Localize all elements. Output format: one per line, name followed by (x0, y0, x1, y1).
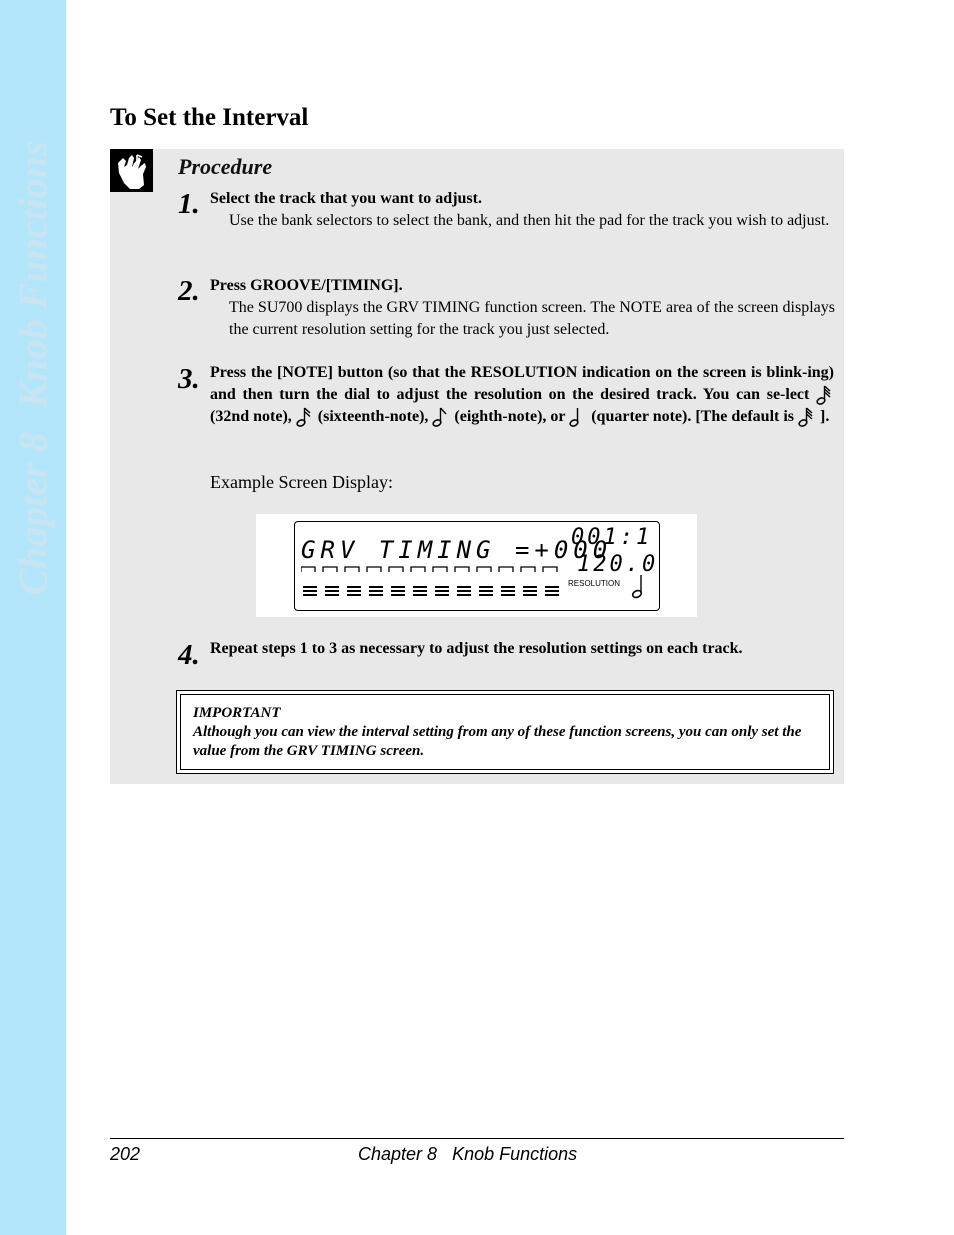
step-4-heading: Repeat steps 1 to 3 as necessary to adjust the resolution settings on each track. (210, 640, 743, 657)
lcd-example-panel (256, 514, 697, 617)
footer-rule (110, 1138, 844, 1139)
step-2-number: 2. (178, 275, 200, 307)
sixteenth-note-icon (296, 407, 314, 427)
default-note-icon (798, 407, 816, 427)
step-4-number: 4. (178, 639, 200, 671)
lcd-track-segments (301, 566, 563, 574)
step-3-text-f: ]. (820, 408, 830, 425)
thirty-second-note-icon (816, 385, 834, 405)
lcd-position: 001:1 (571, 525, 653, 550)
step-2-body: The SU700 displays the GRV TIMING function screen. The NOTE area of the screen displays the current resolution setting for the track you just selected. (229, 299, 835, 338)
important-notice (176, 690, 834, 774)
section-title: To Set the Interval (110, 104, 309, 131)
step-3-text-c: (sixteenth-note), (317, 408, 429, 425)
step-3-text-e: (quarter note). [The default is (591, 408, 795, 425)
sidebar-chapter-title (10, 140, 57, 595)
step-2-heading: Press GROOVE/[TIMING]. (210, 277, 403, 294)
lcd-screen (294, 521, 660, 611)
hand-pointer-icon (110, 149, 153, 192)
step-3-number: 3. (178, 363, 200, 395)
chapter-sidebar (0, 0, 66, 1235)
lcd-quarter-note-icon (631, 574, 647, 600)
important-text-block (193, 704, 827, 761)
procedure-box (110, 149, 844, 784)
step-3-text (210, 362, 834, 428)
sidebar-chapter-label: Chapter 8 (10, 432, 56, 596)
lcd-track-bars (303, 586, 565, 598)
sidebar-chapter-name: Knob Functions (10, 140, 56, 409)
example-label: Example Screen Display: (210, 472, 393, 492)
step-1-body: Use the bank selectors to select the bank, and then hit the pad for the track you wish to adjust. (229, 212, 830, 229)
eighth-note-icon (432, 407, 450, 427)
procedure-title: Procedure (178, 154, 273, 179)
lcd-resolution-label: RESOLUTION (568, 579, 621, 588)
step-1-number: 1. (178, 188, 200, 220)
footer-chapter (358, 1144, 577, 1165)
step-1-heading: Select the track that you want to adjust. (210, 190, 482, 207)
step-3-text-b: (32nd note), (210, 408, 292, 425)
footer-chapter-label: Chapter 8 (358, 1144, 438, 1164)
lcd-line-1: GRV TIMING =+000 (301, 536, 613, 564)
footer-chapter-title: Knob Functions (452, 1144, 578, 1164)
step-3-text-a: Press the [NOTE] button (so that the RESOLUTION indication on the screen is blink-ing) and then turn the dial to adjust the resolution on the desired track. You can se-lect (210, 364, 834, 403)
important-text: Although you can view the interval setting from any of these function screens, you can only set the value from the GRV TIMING screen. (193, 724, 802, 759)
page-number: 202 (110, 1144, 141, 1164)
quarter-note-icon (569, 407, 587, 427)
important-label: IMPORTANT (193, 705, 281, 721)
step-3-text-d: (eighth-note), or (454, 408, 566, 425)
lcd-tempo: 120.0 (577, 552, 659, 577)
